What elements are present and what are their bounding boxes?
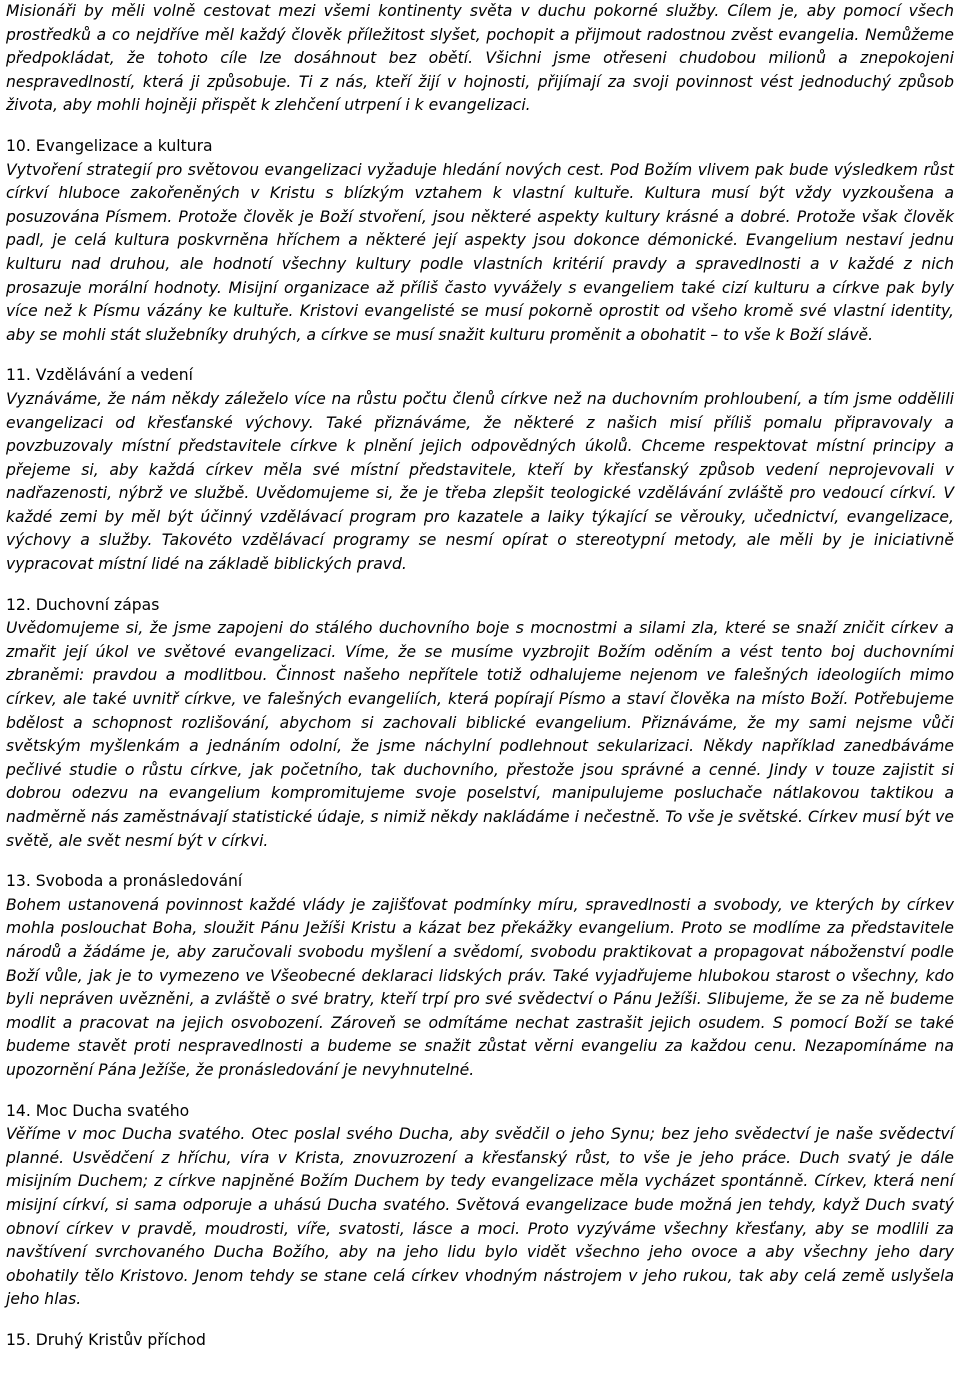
section-14-body: Věříme v moc Ducha svatého. Otec poslal svého Ducha, aby svědčil o jeho Synu; bez jeho svědectví je naše svědectví planné. Usvědčení z hříchu, víra v Krista, znovuzrození a křesťanský růst, to vše je jeho práce. Duch svatý je dále misijním Duchem; z církve napjněné Božím Duchem by tedy evangelizace měla vycházet spontánně. Církev, která není misijní církví, si sama odporuje a uhású Ducha svatého. Světová evangelizace bude možná jen tehdy, když Duch svatý obnoví církev v pravdě, moudrosti, víře, svatosti, lásce a moci. Proto vyzýváme všechny křesťany, aby se modlili za navštívení svrchovaného Ducha Božího, aby na jeho lidu bylo vidět všechno jeho ovoce a aby všechny jeho dary obohatily tělo Kristovo. Jenom tehdy se stane celá církev vhodným nástrojem v jeho rukou, tak aby celá země uslyšela jeho hlas. — [6, 1125, 954, 1309]
section-12-heading: 12. Duchovní zápas — [6, 595, 160, 614]
section-13-heading: 13. Svoboda a pronásledování — [6, 872, 243, 891]
section-11-text-b: Také přiznáváme, že některé z našich misí příliš pomalu připravovaly a povzbuzovaly místní představitele církve k plnění jejich odpovědných úkolů. Chceme respektovat místní principy a přejeme si, aby každá církev měla své místní představitele, kteří by křesťanský způsob vedení neprojevovali v nadřazenosti, nýbrž ve službě. Uvědomujeme si, že je třeba zlepšit teologické vzdělávání zvláště pro vedoucí církví. V každé zemi by měl být účinný vzdělávací program pro kazatele a laiky týkající se věrouky, učednictví, evangelizace, výchovy a služby. Takovéto vzdělávací programy se nesmí opírat o stereotypní metody, ale měli by je iniciativně vypracovat místní lidé na základě biblických pravd. — [6, 413, 954, 574]
section-11-heading: 11. Vzdělávání a vedení — [6, 366, 193, 385]
section-11-body — [6, 388, 954, 577]
section-10-body — [6, 159, 954, 348]
section-10-heading: 10. Evangelizace a kultura — [6, 136, 213, 155]
section-11-text-a: Vyznáváme, že nám někdy záleželo více na růstu počtu členů církve než na duchovním prohloubení, a tím jsme oddělili evangelizaci od křesťanské výchovy. — [6, 389, 954, 432]
section-13-body: Bohem ustanovená povinnost každé vlády je zajišťovat podmínky míru, spravedlnosti a svobody, ve kterých by církev mohla poslouchat Boha, sloužit Pánu Ježíši Kristu a kázat bez překážky evangelium. Proto se modlíme za představitele národů a žádáme je, aby zaručovali svobodu myšlení a svědomí, svobodu praktikovat a propagovat náboženství podle Boží vůle, jak je to vymezeno ve Všeobecné deklaraci lidských práv. Také vyjadřujeme hlubokou starost o všechny, kdo byli nepráven uvězněni, a zvláště o své bratry, kteří trpí pro své svědectví o Pánu Ježíši. Slibujeme, že se za ně budeme modlit a pracovat na jejich osvobození. Zároveň se odmítáme nechat zastrašit jejich osudem. S pomocí Boží se také budeme stavět proti nespravedlnosti a budeme se snažit zůstat věrni evangeliu za každou cenu. Nezapomínáme na upozornění Pána Ježíše, že pronásledování je nevyhnutelné. — [6, 895, 954, 1079]
section-15-heading: 15. Druhý Kristův příchod — [6, 1330, 206, 1349]
section-10-text-b: Pod Božím vlivem pak bude výsledkem růst církví hluboce zakořeněných v Kristu s blízkým vztahem k vlastní kultuře. Kultura musí být vždy vyzkoušena a posuzována Písmem. Protože člověk je Boží stvoření, jsou některé aspekty kultury krásné a dobré. Protože však člověk padl, je celá kultura poskvrněna hříchem a některé její aspekty jsou dokonce démonické. Evangelium nestaví jednu kulturu nad druhou, ale hodnotí všechny kultury podle vlastních kritérií pravdy a spravedlnosti a v každé z nich prosazuje morální hodnoty. Misijní organizace až příliš často vyvážely s evangeliem také cizí kulturu a církve pak byly více než k Písmu vázány ke kultuře. Kristovi evangelisté se musí pokorně oprostit od všeho kromě své vlastní identity, aby se mohli stát služebníky druhých, a církve se musí snažit kulturu proměnit a obohatit – to vše k Boží slávě. — [6, 160, 954, 344]
intro-paragraph: Misionáři by měli volně cestovat mezi všemi kontinenty světa v duchu pokorné služby. Cílem je, aby pomocí všech prostředků a co nejdříve měl každý člověk příležitost slyšet, pochopit a přijmout radostnou zvěst evangelia. Nemůžeme předpokládat, že tohoto cíle lze dosáhnout bez obětí. Všichni jsme otřeseni chudobou milionů a znepokojeni nespravedlností, která ji způsobuje. Ti z nás, kteří žijí v hojnosti, přijímají za svoji povinnost vést jednoduchý způsob života, aby mohli hojněji přispět k zlehčení utrpení i k evangelizaci. — [6, 2, 954, 115]
section-10-text-a: Vytvoření strategií pro světovou evangelizaci vyžaduje hledání nových cest. — [6, 160, 605, 179]
section-14-heading: 14. Moc Ducha svatého — [6, 1101, 190, 1120]
section-12-body: Uvědomujeme si, že jsme zapojeni do stálého duchovního boje s mocnostmi a silami zla, které se snaží zničit církev a zmařit její úkol ve světové evangelizaci. Víme, že se musíme vyzbrojit Božím oděním a vést tento boj duchovními zbraněmi: pravdou a modlitbou. Činnost našeho nepřítele totiž odhalujeme nejenom ve falešných ideologiích mimo církev, ale také uvnitř církve, ve falešných evangeliích, která popírají Písmo a staví člověka na místo Boží. Potřebujeme bdělost a schopnost rozlišování, abychom si zachovali biblické evangelium. Přiznáváme, že my sami nejsme vůči světským myšlenkám a jednáním odolní, že jsme náchylní podlehnout sekularizaci. Někdy například zanedbáváme pečlivé studie o růstu církve, jak početního, tak duchovního, přestože jsou správné a cenné. Jindy v touze zajistit si dobrou odezvu na evangelium kompromitujeme svoje poselství, manipulujeme posluchače nátlakovou taktikou a nadměrně nás zaměstnávají statistické údaje, s nimiž někdy nakládáme i nečestně. To vše je světské. Církev musí být ve světě, ale svět nesmí být v církvi. — [6, 619, 954, 850]
